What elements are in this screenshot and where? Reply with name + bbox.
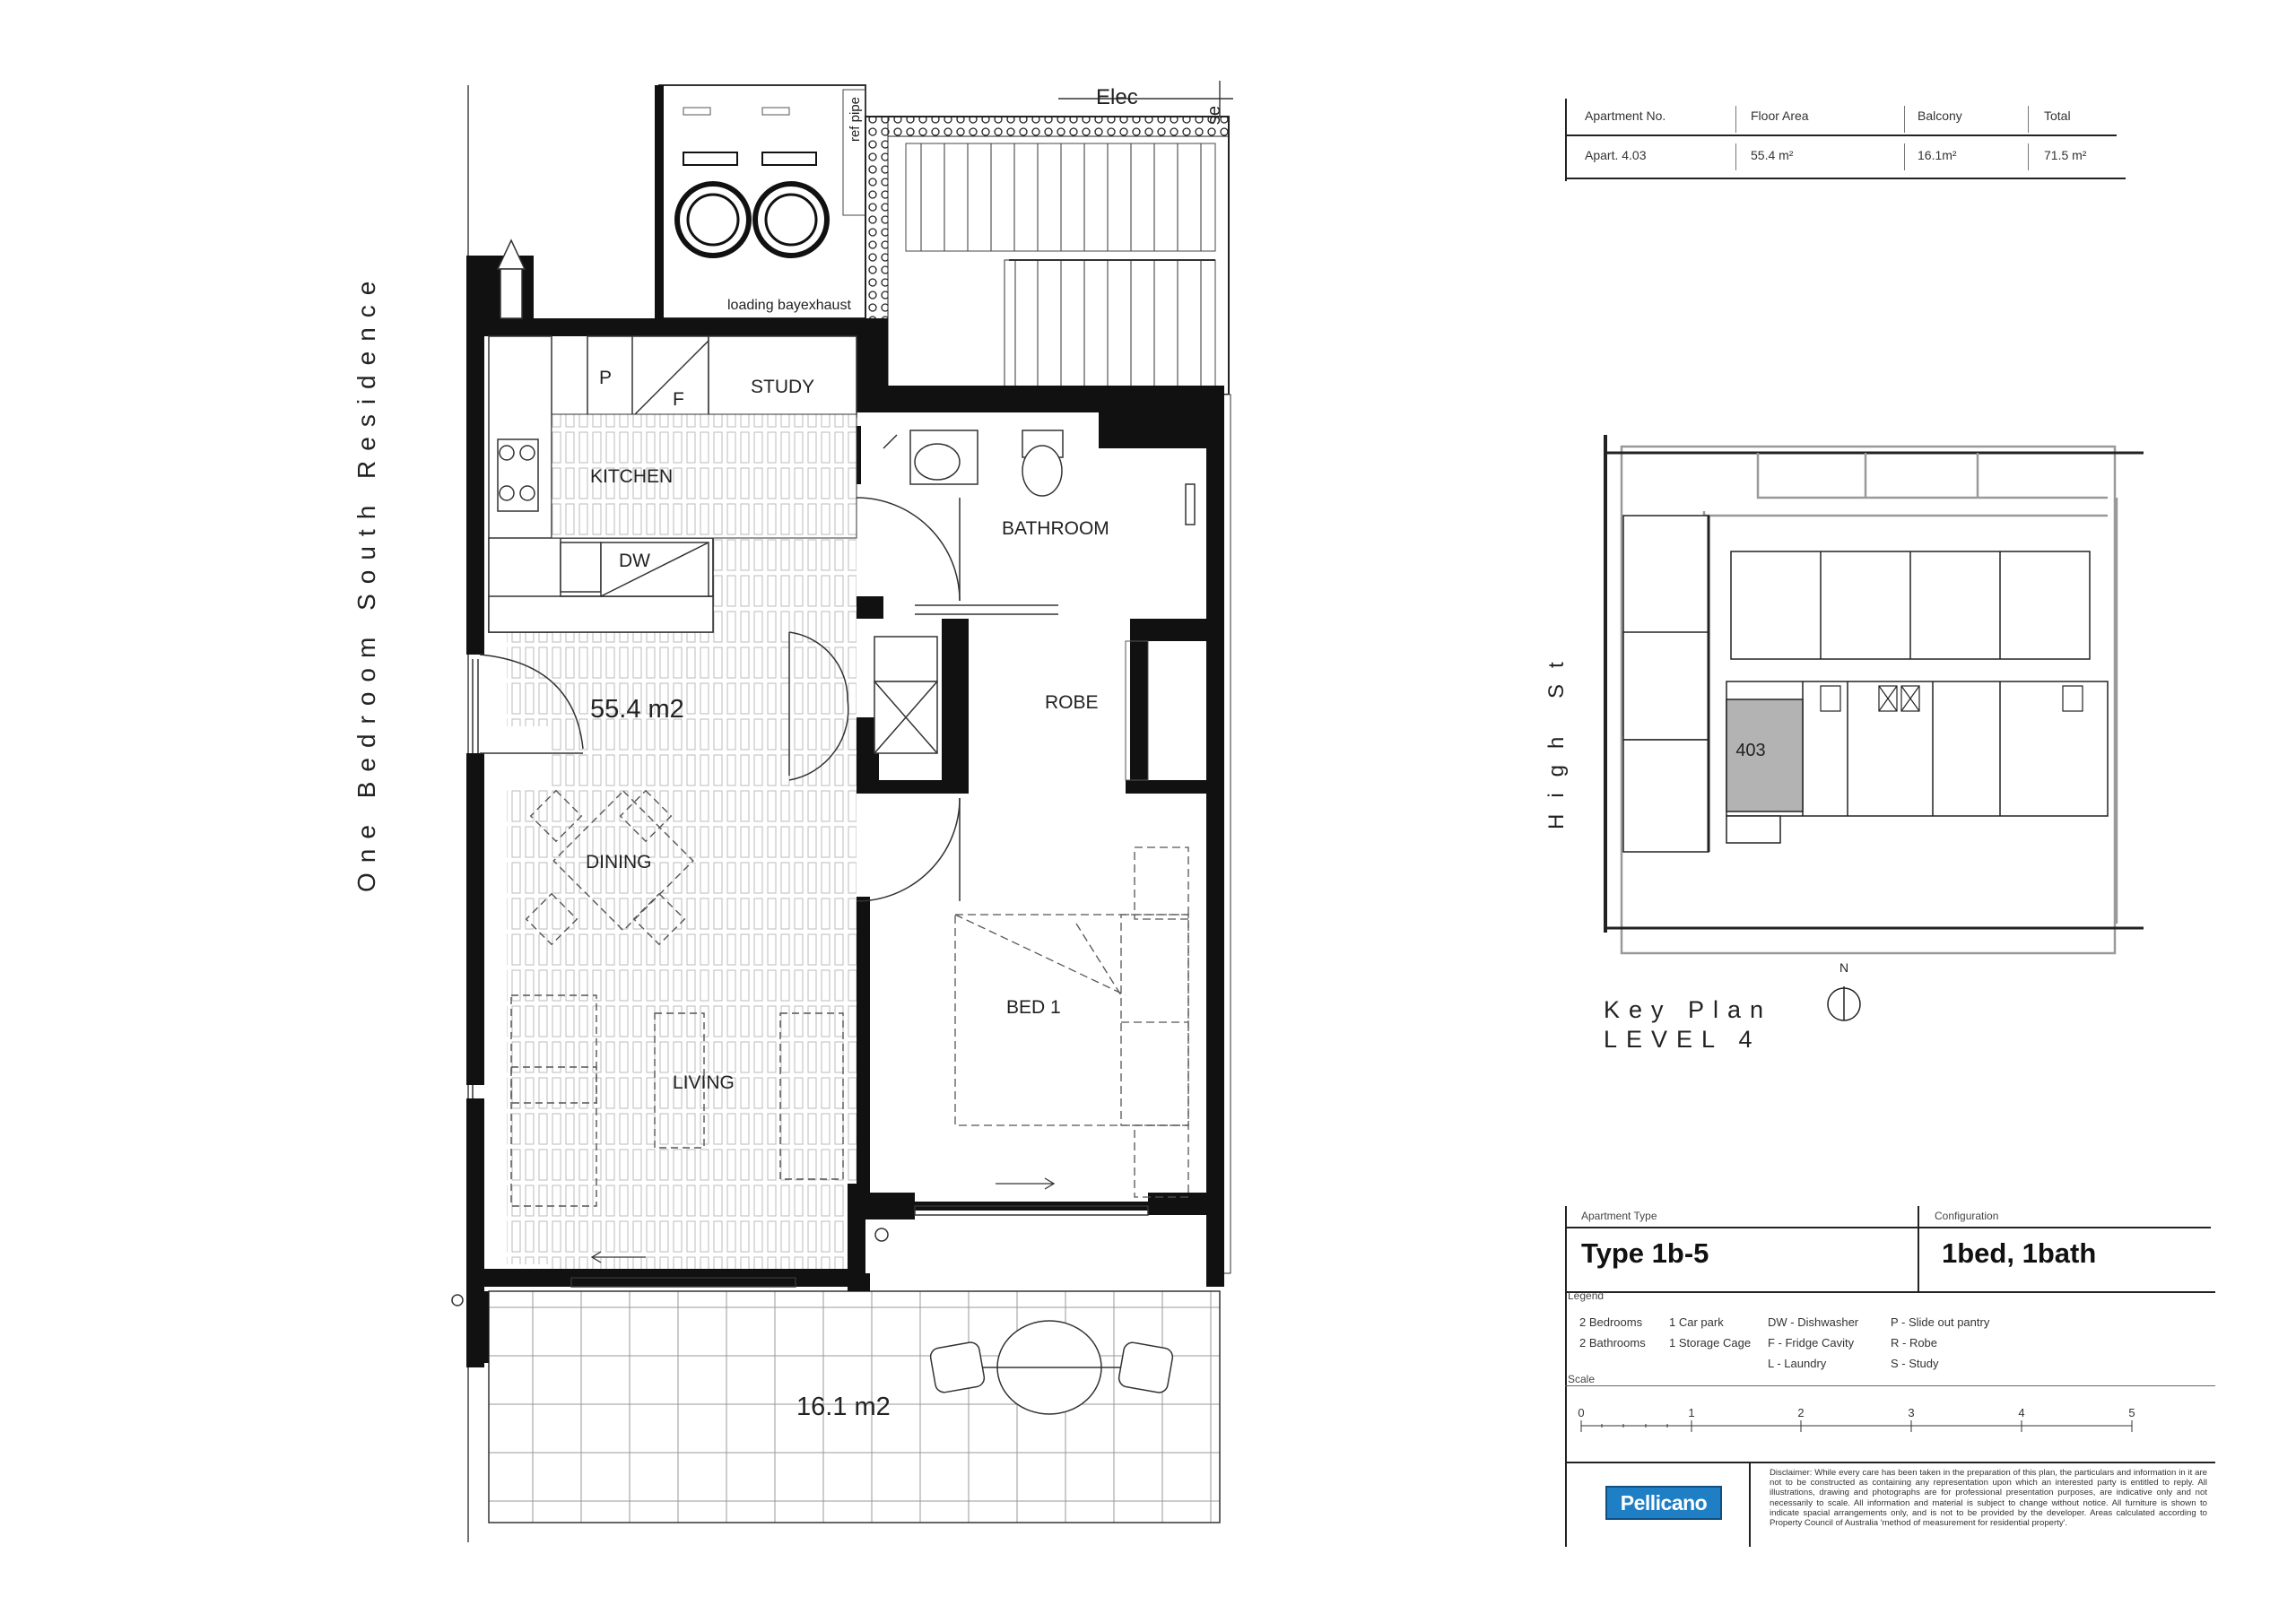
scale-tick: 2 — [1797, 1408, 1805, 1419]
legend-item: 2 Bedrooms — [1579, 1315, 1643, 1329]
disclaimer: Disclaimer: While every care has been taken in the preparation of this plan, the particulars and information in it are not to be constructed as containing any representation upon which an interested party is entitled to reply. All illustrations, drawing and photographs are for professional presentation purposes, are indicative only and not necessarily to scale. All information and material is subject to change without notice. All furniture is shown to indicate spacial arrangements only, and is not to be provided by the developer. Areas calculated according to Property Council of Australia 'method of measurement for residential property'. — [1770, 1468, 2207, 1529]
config-label: Configuration — [1935, 1210, 1999, 1222]
scale-tick: 0 — [1578, 1408, 1585, 1419]
legend-item: F - Fridge Cavity — [1768, 1336, 1855, 1350]
bed-furniture — [955, 847, 1188, 1197]
cell-floor-area: 55.4 m² — [1751, 148, 1794, 162]
legend-item: 1 Car park — [1669, 1315, 1724, 1329]
legend-label: Legend — [1568, 1289, 1605, 1302]
config-value: 1bed, 1bath — [1942, 1237, 2097, 1269]
pellicano-logo: Pellicano — [1605, 1486, 1722, 1520]
scale-bar — [1574, 1408, 2148, 1453]
legend-item: DW - Dishwasher — [1768, 1315, 1859, 1329]
scale-tick: 5 — [2128, 1408, 2135, 1419]
room-label-bed1: BED 1 — [1006, 997, 1061, 1018]
ref-pipe-label: ref pipe — [848, 97, 863, 143]
room-label-dining: DINING — [586, 852, 652, 872]
scale-tick: 1 — [1688, 1408, 1695, 1419]
street-label: High St — [1544, 646, 1569, 829]
internal-area-label: 55.4 m2 — [590, 695, 684, 724]
legend-item: R - Robe — [1891, 1336, 1938, 1350]
cell-apartment: Apart. 4.03 — [1585, 148, 1647, 162]
unit-number: 403 — [1735, 741, 1766, 760]
legend-item: 2 Bathrooms — [1579, 1336, 1646, 1350]
room-label-living: LIVING — [673, 1072, 735, 1093]
legend-item: 1 Storage Cage — [1669, 1336, 1752, 1350]
pantry-label: P — [599, 368, 613, 388]
vertical-title: One Bedroom South Residence — [352, 271, 380, 892]
room-label-bathroom: BATHROOM — [1002, 518, 1109, 539]
balcony-area-label: 16.1 m2 — [796, 1393, 891, 1421]
area-table — [1565, 99, 2126, 181]
type-label: Apartment Type — [1581, 1210, 1657, 1222]
dishwasher-label: DW — [619, 551, 650, 571]
scale-tick: 4 — [2018, 1408, 2025, 1419]
loading-bay-exhaust-label: loading bayexhaust — [727, 298, 851, 313]
legend-item: S - Study — [1891, 1357, 1939, 1370]
info-block — [1565, 1206, 2215, 1547]
type-value: Type 1b-5 — [1581, 1237, 1709, 1269]
room-label-study: STUDY — [751, 377, 815, 397]
scale-label: Scale — [1568, 1373, 1596, 1385]
scale-tick: 3 — [1908, 1408, 1915, 1419]
key-plan-level: LEVEL 4 — [1604, 1026, 1761, 1053]
stairs — [906, 143, 1215, 251]
elec-label: Elec — [1096, 85, 1138, 109]
legend-item: P - Slide out pantry — [1891, 1315, 1990, 1329]
col-header-balcony: Balcony — [1918, 108, 1962, 123]
room-label-robe: ROBE — [1045, 692, 1099, 713]
room-label-kitchen: KITCHEN — [590, 466, 674, 487]
legend-item: L - Laundry — [1768, 1357, 1827, 1370]
key-plan-title: Key Plan — [1604, 996, 1773, 1023]
key-plan — [1525, 421, 2170, 1067]
cell-total: 71.5 m² — [2044, 148, 2087, 162]
col-header-total: Total — [2044, 108, 2071, 123]
cell-balcony: 16.1m² — [1918, 148, 1957, 162]
col-header-apartment: Apartment No. — [1585, 108, 1666, 123]
north-label: N — [1839, 960, 1849, 975]
fridge-label: F — [673, 389, 684, 410]
se-label: se — [1205, 106, 1224, 126]
col-header-floor-area: Floor Area — [1751, 108, 1809, 123]
